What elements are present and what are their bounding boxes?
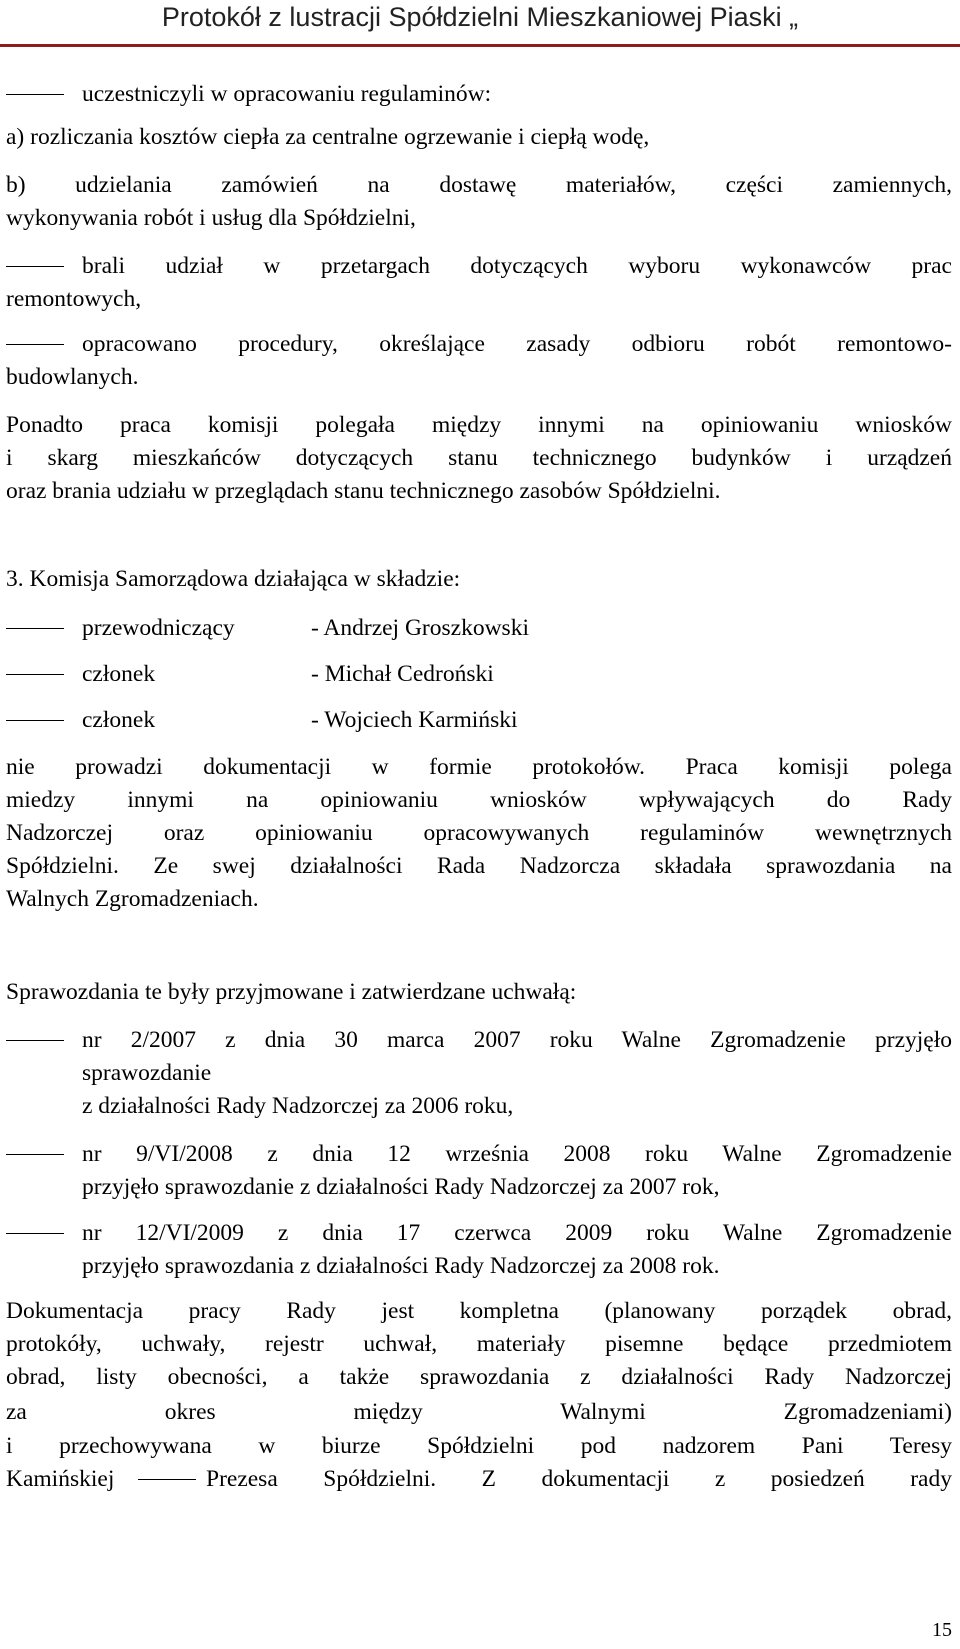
paragraph-line: i przechowywana w biurze Spółdzielni pod nadzorem Pani Teresy: [6, 1433, 952, 1459]
member-name: - Andrzej Groszkowski: [311, 615, 529, 641]
paragraph-line: Nadzorczej oraz opiniowaniu opracowywanych regulaminów wewnętrznych: [6, 820, 952, 846]
dash-bullet: [6, 674, 64, 675]
list-item-cont: z działalności Rady Nadzorczej za 2006 roku,: [82, 1093, 514, 1119]
paragraph-line: za okres między Walnymi Zgromadzeniami): [6, 1399, 952, 1425]
paragraph-line: Walnych Zgromadzeniach.: [6, 886, 259, 912]
paragraph-line: Dokumentacja pracy Rady jest kompletna (planowany porządek obrad,: [6, 1298, 952, 1324]
list-item: uczestniczyli w opracowaniu regulaminów:: [82, 81, 492, 107]
paragraph-line: oraz brania udziału w przeglądach stanu technicznego zasobów Spółdzielni.: [6, 478, 721, 504]
dash-bullet: [6, 1040, 64, 1041]
page-number: 15: [932, 1619, 952, 1641]
section-heading: Sprawozdania te były przyjmowane i zatwierdzane uchwałą:: [6, 979, 577, 1005]
list-item: brali udział w przetargach dotyczących wyboru wykonawców prac: [82, 253, 952, 279]
list-item: nr 12/VI/2009 z dnia 17 czerwca 2009 roku Walne Zgromadzenie: [82, 1220, 952, 1246]
dash-bullet: [6, 628, 64, 629]
paragraph-segment: Prezesa Spółdzielni. Z dokumentacji z posiedzeń rady: [206, 1466, 952, 1492]
list-item-cont: przyjęło sprawozdania z działalności Rady Nadzorczej za 2008 rok.: [82, 1253, 720, 1279]
list-item: nr 2/2007 z dnia 30 marca 2007 roku Walne Zgromadzenie przyjęło: [82, 1027, 952, 1053]
list-item: opracowano procedury, określające zasady odbioru robót remontowo-: [82, 331, 952, 357]
list-item: nr 9/VI/2008 z dnia 12 września 2008 roku Walne Zgromadzenie: [82, 1141, 952, 1167]
dash-bullet: [6, 266, 64, 267]
paragraph-segment: Kamińskiej: [6, 1466, 115, 1492]
dash-bullet: [6, 1154, 64, 1155]
member-name: - Michał Cedroński: [311, 661, 494, 687]
member-role: członek: [82, 661, 156, 687]
list-item: a) rozliczania kosztów ciepła za centralne ogrzewanie i ciepłą wodę,: [6, 124, 650, 150]
section-heading: 3. Komisja Samorządowa działająca w składzie:: [6, 566, 461, 592]
paragraph-line: miedzy innymi na opiniowaniu wniosków wpływających do Rady: [6, 787, 952, 813]
list-item-cont: przyjęło sprawozdanie z działalności Rady Nadzorczej za 2007 rok,: [82, 1174, 720, 1200]
list-item-cont: budowlanych.: [6, 364, 139, 390]
dash-bullet: [6, 720, 64, 721]
paragraph-line: protokóły, uchwały, rejestr uchwał, materiały pisemne będące przedmiotem: [6, 1331, 952, 1357]
dash-bullet: [6, 1233, 64, 1234]
header-title: Protokół z lustracji Spółdzielni Mieszkaniowej Piaski „: [161, 2, 799, 32]
member-name: - Wojciech Karmiński: [311, 707, 518, 733]
paragraph-line: Ponadto praca komisji polegała między innymi na opiniowaniu wniosków: [6, 412, 952, 438]
paragraph-line: i skarg mieszkańców dotyczących stanu technicznego budynków i urządzeń: [6, 445, 952, 471]
paragraph-line: obrad, listy obecności, a także sprawozdania z działalności Rady Nadzorczej: [6, 1364, 952, 1390]
list-item: b) udzielania zamówień na dostawę materiałów, części zamiennych,: [6, 172, 952, 198]
dash-bullet: [6, 94, 64, 95]
paragraph-line: nie prowadzi dokumentacji w formie protokołów. Praca komisji polega: [6, 754, 952, 780]
list-item-cont: wykonywania robót i usług dla Spółdzielni,: [6, 205, 416, 231]
list-item-cont: sprawozdanie: [82, 1060, 212, 1086]
paragraph-line: Spółdzielni. Ze swej działalności Rada Nadzorcza składała sprawozdania na: [6, 853, 952, 879]
dash-bullet: [6, 344, 64, 345]
member-role: przewodniczący: [82, 615, 235, 641]
member-role: członek: [82, 707, 156, 733]
em-dash: [138, 1479, 196, 1480]
list-item-cont: remontowych,: [6, 286, 142, 312]
